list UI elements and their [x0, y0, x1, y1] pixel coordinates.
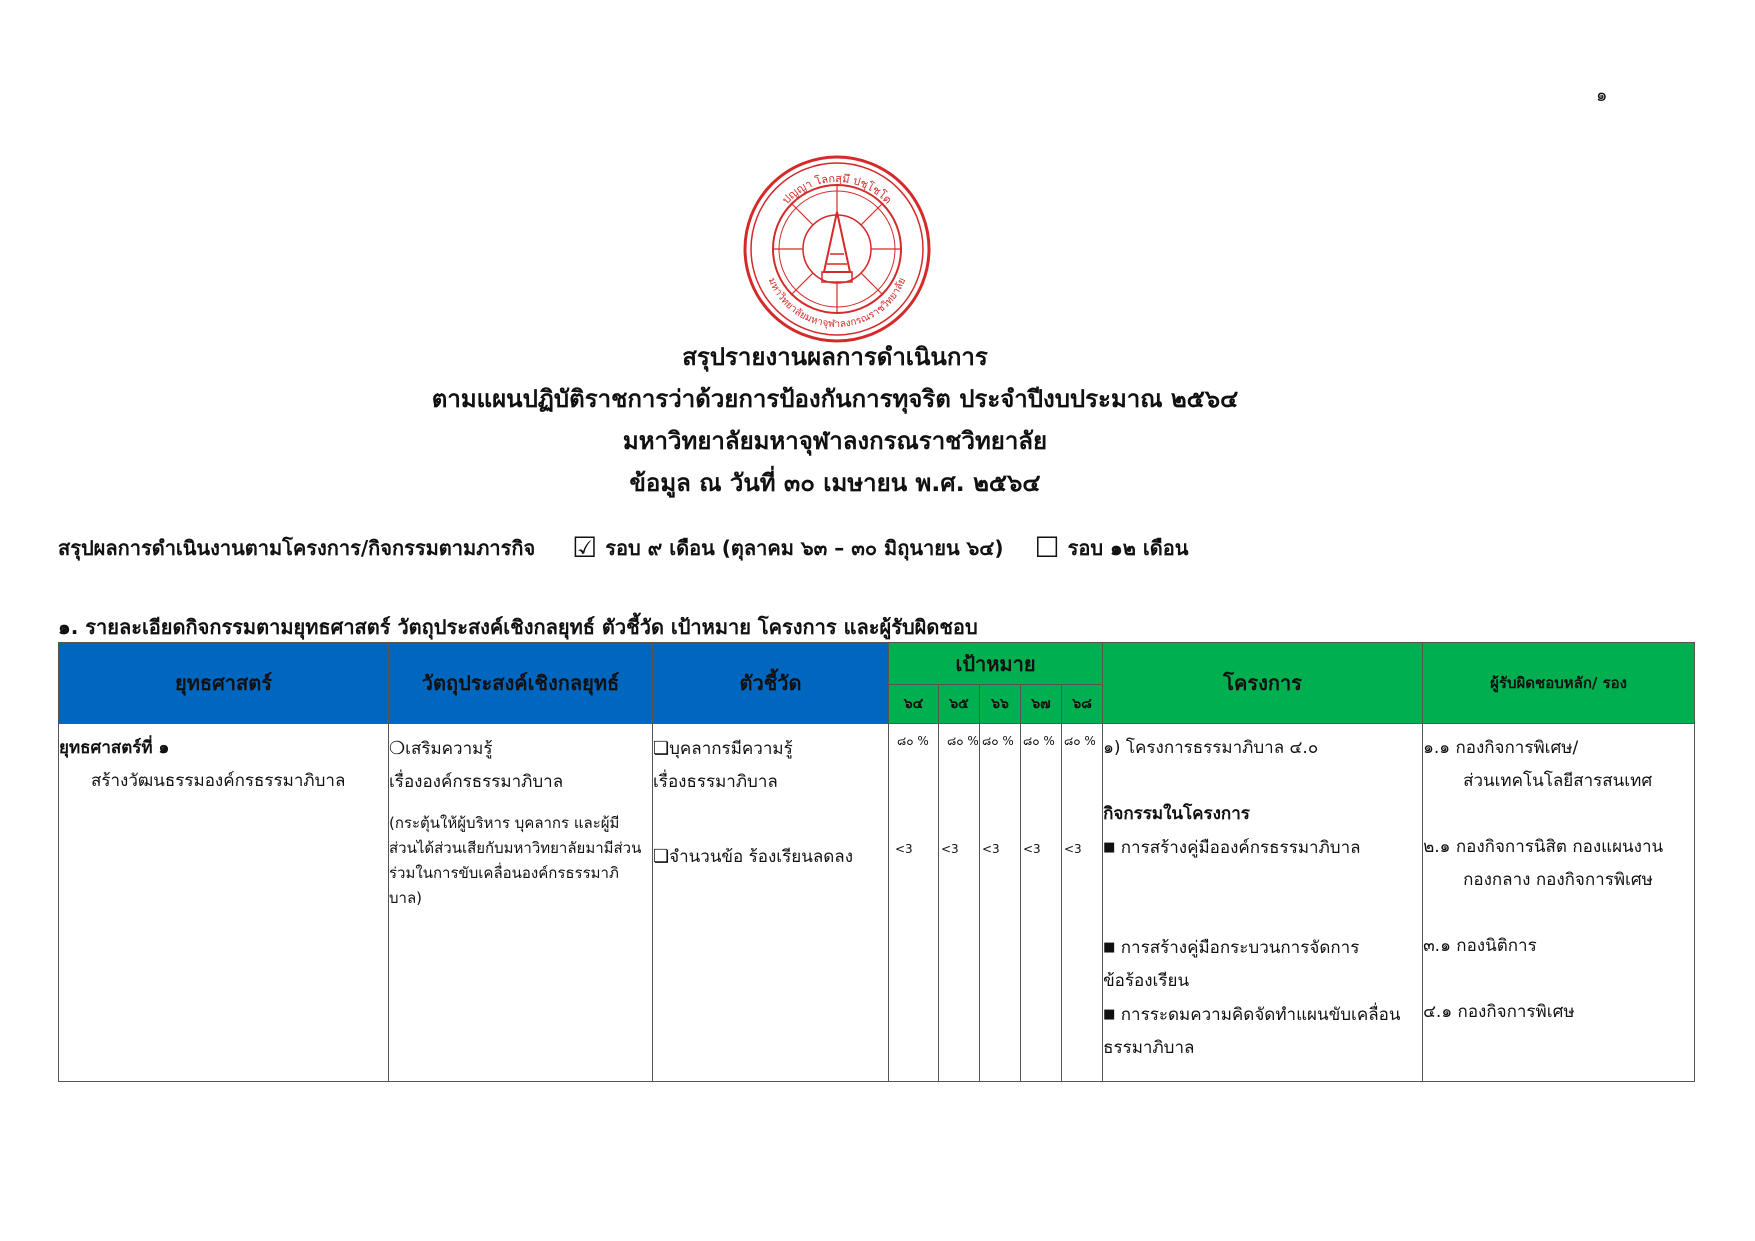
- header-strategy: ยุทธศาสตร์: [59, 643, 389, 724]
- square-bullet-icon: ❏: [653, 846, 670, 867]
- responsible-item: ๒.๑ กองกิจการนิสิต กองแผนงาน: [1423, 837, 1664, 857]
- title-line-3: มหาวิทยาลัยมหาจุฬาลงกรณราชวิทยาลัย: [622, 427, 1048, 455]
- cell-project: [1103, 724, 1423, 1082]
- summary-label: สรุปผลการดำเนินงานตามโครงการ/กิจกรรมตามภารกิจ: [58, 536, 536, 560]
- square-bullet-icon: ■: [1103, 1007, 1116, 1022]
- cell-indicator: [653, 724, 889, 1082]
- header-year: ๖๗: [1021, 685, 1062, 724]
- header-project: โครงการ: [1103, 643, 1423, 724]
- header-year: ๖๘: [1062, 685, 1103, 724]
- activity-item: ข้อร้องเรียน: [1103, 971, 1190, 991]
- checkbox-empty-icon[interactable]: ☐: [1034, 531, 1060, 564]
- target-value: ๘๐ %: [1064, 734, 1096, 748]
- responsible-item: ส่วนเทคโนโลยีสารสนเทศ: [1463, 771, 1653, 791]
- target-value: ๘๐ %: [1023, 734, 1055, 748]
- strategy-table: [58, 642, 1695, 1082]
- title-line-2: ตามแผนปฏิบัติราชการว่าด้วยการป้องกันการทุจริต ประจำปีงบประมาณ ๒๕๖๔: [431, 385, 1239, 413]
- document-title-block: [0, 336, 1670, 504]
- activity-item: การสร้างคู่มือกระบวนการจัดการ: [1120, 938, 1360, 958]
- cell-responsible: [1423, 724, 1695, 1082]
- objective-line: เสริมความรู้: [405, 739, 493, 759]
- indicator-2: จำนวนข้อ ร้องเรียนลดลง: [669, 847, 854, 867]
- target-value: ๘๐ %: [947, 734, 979, 748]
- table-row: [59, 724, 1695, 1082]
- section-title: ๑. รายละเอียดกิจกรรมตามยุทธศาสตร์ วัตถุประสงค์เชิงกลยุทธ์ ตัวชี้วัด เป้าหมาย โครงการ และผู้รับผิดชอบ: [58, 615, 978, 639]
- square-bullet-icon: ■: [1103, 840, 1116, 855]
- page-number: ๑: [1596, 85, 1608, 106]
- cell-target-67: [1021, 724, 1062, 1082]
- responsible-item: ๓.๑ กองนิติการ: [1423, 936, 1537, 956]
- circle-icon: ❍: [389, 738, 406, 759]
- activity-item: การสร้างคู่มือองค์กรธรรมาภิบาล: [1120, 838, 1361, 858]
- cell-target-64: [889, 724, 939, 1082]
- square-bullet-icon: ❏: [653, 738, 670, 759]
- cell-strategy: [59, 724, 389, 1082]
- header-year: ๖๕: [939, 685, 980, 724]
- header-year: ๖๔: [889, 685, 939, 724]
- cell-objective: [389, 724, 653, 1082]
- checkbox-checked-icon[interactable]: ☑: [572, 531, 598, 564]
- option-12-month-label: รอบ ๑๒ เดือน: [1067, 536, 1189, 560]
- cell-target-68: [1062, 724, 1103, 1082]
- target-value: <3: [941, 842, 959, 856]
- target-value: <3: [895, 842, 913, 856]
- target-value: <3: [1064, 842, 1082, 856]
- indicator-line: เรื่องธรรมาภิบาล: [653, 772, 778, 792]
- title-line-1: สรุปรายงานผลการดำเนินการ: [682, 343, 988, 371]
- university-seal-logo: [742, 154, 932, 344]
- option-9-month-label: รอบ ๙ เดือน (ตุลาคม ๖๓ – ๓๐ มิถุนายน ๖๔): [605, 536, 1004, 560]
- header-indicator: ตัวชี้วัด: [653, 643, 889, 724]
- target-value: <3: [1023, 842, 1041, 856]
- square-bullet-icon: ■: [1103, 940, 1116, 955]
- strategy-title: ยุทธศาสตร์ที่ ๑: [59, 738, 170, 758]
- objective-line: เรื่ององค์กรธรรมาภิบาล: [389, 772, 564, 792]
- cell-target-66: [980, 724, 1021, 1082]
- responsible-item: ๔.๑ กองกิจการพิเศษ: [1423, 1002, 1575, 1022]
- activity-item: การระดมความคิดจัดทำแผนขับเคลื่อน: [1120, 1005, 1401, 1025]
- target-value: ๘๐ %: [982, 734, 1014, 748]
- target-value: ๘๐ %: [897, 734, 929, 748]
- activity-item: ธรรมาภิบาล: [1103, 1038, 1195, 1058]
- responsible-item: กองกลาง กองกิจการพิเศษ: [1463, 870, 1653, 890]
- svg-text:ปญญา โลกสฺมึ ปชฺโชโต: ปญญา โลกสฺมึ ปชฺโชโต: [779, 171, 895, 207]
- cell-target-65: [939, 724, 980, 1082]
- report-period-summary: [58, 531, 1188, 564]
- header-responsible: ผู้รับผิดชอบหลัก/ รอง: [1423, 643, 1695, 724]
- objective-note: (กระตุ้นให้ผู้บริหาร บุคลากร และผู้มีส่วนได้ส่วนเสียกับมหาวิทยาลัยมามีส่วนร่วมในการขับเคลื่อนองค์กรธรรมาภิบาล): [389, 814, 642, 907]
- header-target: เป้าหมาย: [889, 643, 1103, 685]
- project-main: ๑) โครงการธรรมาภิบาล ๔.๐: [1103, 738, 1319, 758]
- project-sub-heading: กิจกรรมในโครงการ: [1103, 804, 1250, 824]
- title-line-4: ข้อมูล ณ วันที่ ๓๐ เมษายน พ.ศ. ๒๕๖๔: [629, 469, 1041, 497]
- target-value: <3: [982, 842, 1000, 856]
- responsible-item: ๑.๑ กองกิจการพิเศษ/: [1423, 738, 1579, 758]
- svg-text:มหาวิทยาลัยมหาจุฬาลงกรณราชวิทย: มหาวิทยาลัยมหาจุฬาลงกรณราชวิทยาลัย: [765, 276, 909, 331]
- indicator-line: บุคลากรมีความรู้: [669, 739, 793, 759]
- strategy-description: สร้างวัฒนธรรมองค์กรธรรมาภิบาล: [91, 771, 346, 791]
- header-objective: วัตถุประสงค์เชิงกลยุทธ์: [389, 643, 653, 724]
- header-year: ๖๖: [980, 685, 1021, 724]
